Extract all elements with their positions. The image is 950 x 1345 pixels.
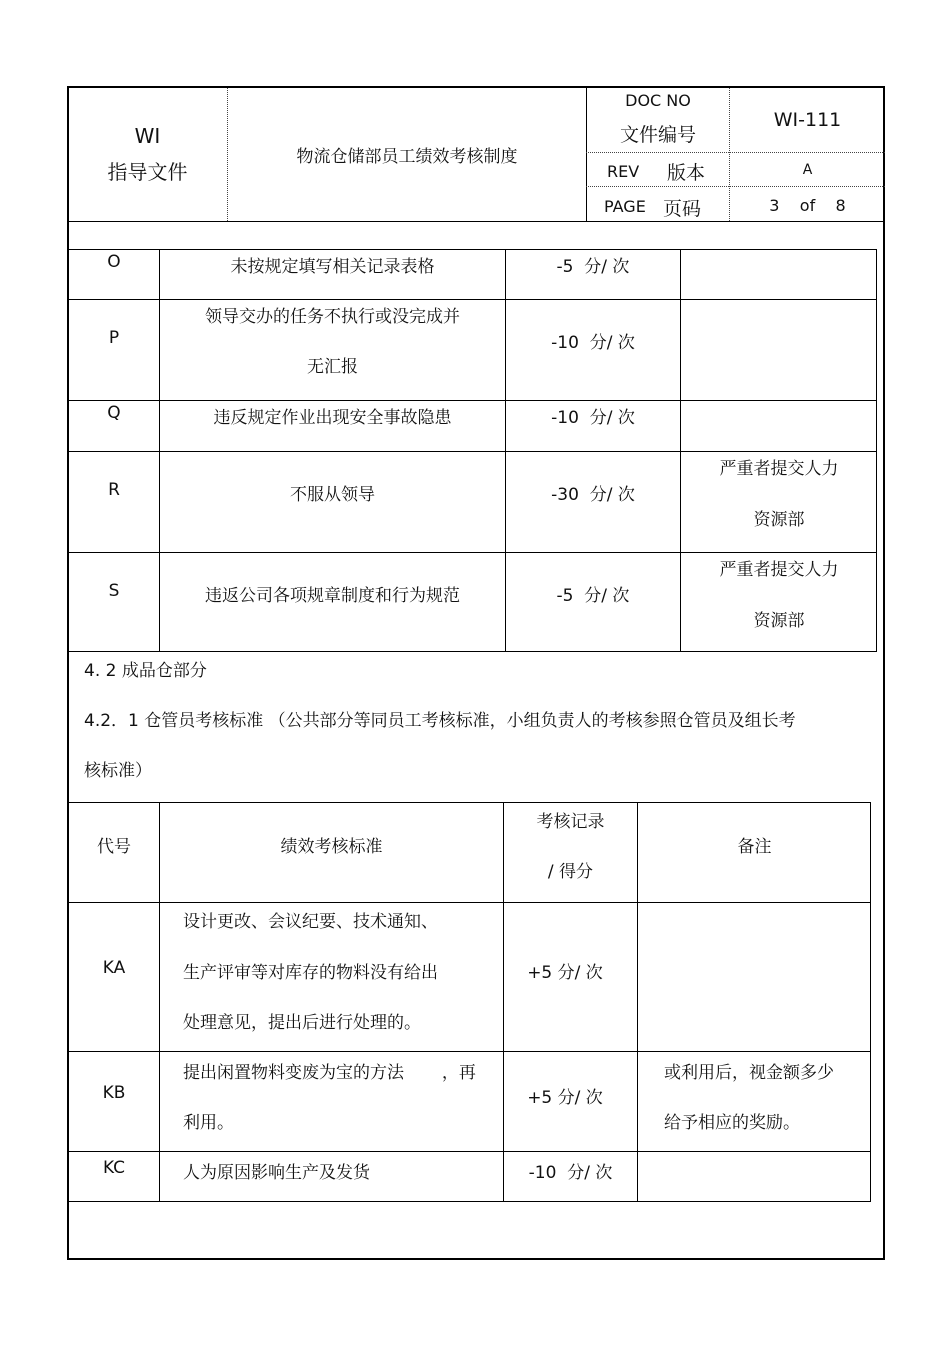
row-code: R — [108, 480, 120, 500]
row-code: P — [108, 328, 120, 348]
row-divider — [68, 902, 871, 903]
row-standard: 不服从领导 — [290, 485, 375, 505]
row-standard: 违反规定作业出现安全事故隐患 — [213, 408, 452, 428]
row-standard: 处理意见，提出后进行处理的。 — [183, 1013, 421, 1033]
column-header-standard: 绩效考核标准 — [280, 837, 383, 857]
row-note: 或利用后，视金额多少 — [664, 1063, 834, 1083]
row-code: Q — [107, 403, 121, 423]
row-divider — [68, 299, 877, 300]
page-label-cn: 页码 — [663, 198, 702, 220]
row-standard: 利用。 — [183, 1113, 234, 1133]
row-code: KC — [102, 1158, 126, 1178]
document-title: 物流仓储部员工绩效考核制度 — [296, 147, 518, 167]
row-divider — [68, 1151, 871, 1152]
row-score: -5 分/ 次 — [556, 257, 630, 277]
page-label-en: PAGE — [604, 197, 646, 216]
column-header-note: 备注 — [737, 837, 772, 857]
rev-label-cn: 版本 — [667, 162, 706, 184]
column-divider — [159, 802, 160, 1202]
row-note: 给予相应的奖励。 — [664, 1113, 800, 1133]
header-row-line — [586, 186, 885, 187]
doc-no-label-cn: 文件编号 — [619, 124, 696, 146]
column-header-record: / 得分 — [547, 862, 594, 882]
column-header-code: 代号 — [97, 837, 131, 857]
rev-label-en: REV — [607, 162, 640, 181]
row-code: S — [108, 581, 120, 601]
row-note: 资源部 — [753, 510, 805, 530]
row-score: +5 分/ 次 — [527, 1088, 603, 1108]
row-score: +5 分/ 次 — [527, 963, 603, 983]
row-note: 资源部 — [753, 611, 805, 631]
row-note: 严重者提交人力 — [719, 459, 839, 479]
rev-value: A — [802, 162, 813, 178]
row-score: -5 分/ 次 — [556, 586, 630, 606]
section-paragraph: 核标准） — [84, 761, 152, 781]
section-paragraph: 4.2．1 仓管员考核标准 （公共部分等同员工考核标准，小组负责人的考核参照仓管员及组长考 — [84, 711, 796, 731]
row-standard: 无汇报 — [307, 357, 358, 377]
row-score: -30 分/ 次 — [551, 485, 635, 505]
row-divider — [68, 400, 877, 401]
row-divider — [68, 552, 877, 553]
section-heading: 4. 2 成品仓部分 — [84, 661, 207, 681]
row-score: -10 分/ 次 — [528, 1163, 613, 1183]
row-code: KB — [102, 1083, 126, 1103]
column-header-record: 考核记录 — [536, 812, 605, 832]
header-bottom-line — [67, 221, 885, 222]
wi-label: WI — [134, 124, 161, 148]
row-standard: 违返公司各项规章制度和行为规范 — [205, 586, 460, 606]
doc-no-value: WI-111 — [773, 109, 842, 131]
assessment-table — [68, 802, 871, 1202]
row-score: -10 分/ 次 — [551, 408, 635, 428]
wi-sub-label: 指导文件 — [107, 160, 188, 184]
page-value: 3 of 8 — [769, 196, 846, 215]
row-code: KA — [102, 958, 126, 978]
row-divider — [68, 1051, 871, 1052]
row-note: 严重者提交人力 — [719, 560, 839, 580]
column-divider — [637, 802, 638, 1202]
row-score: -10 分/ 次 — [551, 333, 635, 353]
row-standard: 设计更改、会议纪要、技术通知、 — [183, 912, 438, 932]
row-standard: 提出闲置物料变废为宝的方法 ，再 — [183, 1063, 476, 1083]
row-divider — [68, 451, 877, 452]
header-row-line — [586, 152, 885, 153]
row-code: O — [107, 252, 121, 272]
row-standard: 未按规定填写相关记录表格 — [230, 257, 435, 277]
row-standard: 生产评审等对库存的物料没有给出 — [183, 963, 438, 983]
doc-no-label-en: DOC NO — [625, 91, 691, 110]
row-standard: 人为原因影响生产及发货 — [183, 1163, 370, 1183]
row-standard: 领导交办的任务不执行或没完成并 — [205, 307, 460, 327]
